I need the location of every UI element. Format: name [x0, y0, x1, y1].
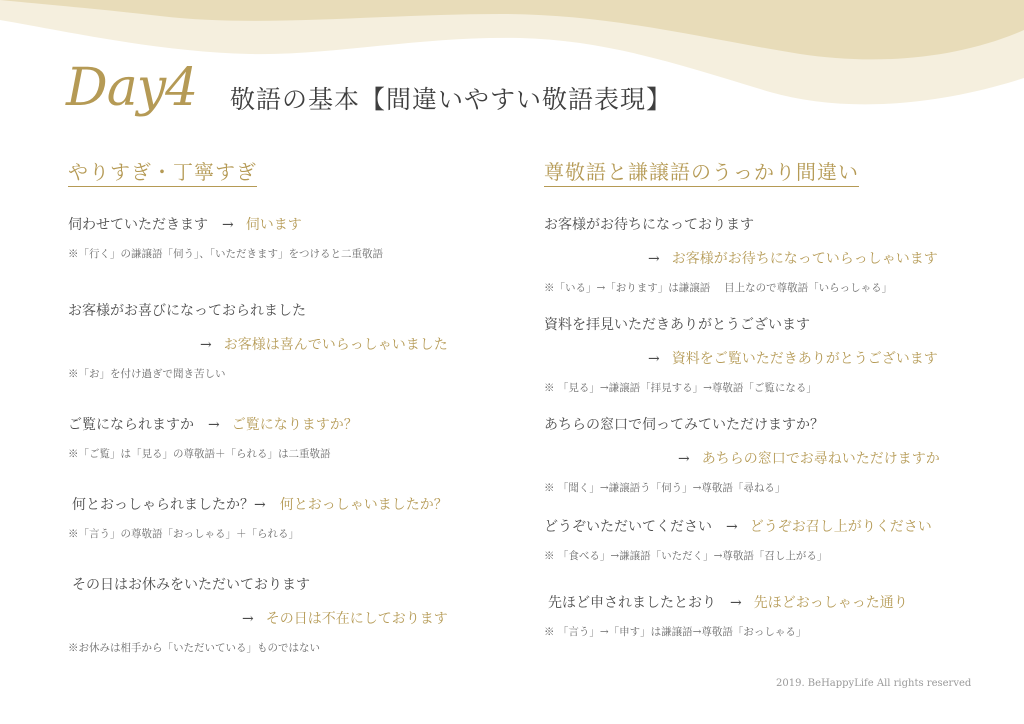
- correct-expression: その日は不在にしております: [265, 611, 448, 627]
- arrow: →: [678, 451, 690, 467]
- arrow: →: [208, 417, 220, 433]
- explanation-note: ※ 「言う」→「申す」は謙譲語→尊敬語「おっしゃる」: [544, 626, 807, 638]
- explanation-note: ※ 「聞く」→謙譲語う「伺う」→尊敬語「尋ねる」: [544, 482, 786, 494]
- explanation-note: ※「ご覧」は「見る」の尊敬語＋「られる」は二重敬語: [68, 448, 331, 460]
- day-label: Day4: [66, 58, 198, 118]
- wrong-expression: お客様がお待ちになっております: [544, 217, 754, 233]
- wrong-expression: お客様がお喜びになっておられました: [68, 303, 306, 319]
- wrong-expression: あちらの窓口で伺ってみていただけますか？: [544, 417, 824, 433]
- correct-expression: 先ほどおっしゃった通り: [753, 595, 908, 611]
- correct-expression: ご覧になりますか？: [231, 417, 358, 433]
- arrow: →: [726, 519, 738, 535]
- left-column-heading: やりすぎ・丁寧すぎ: [68, 156, 257, 187]
- correct-expression: お客様は喜んでいらっしゃいました: [223, 337, 448, 353]
- arrow: →: [254, 497, 266, 513]
- arrow: →: [200, 337, 212, 353]
- wrong-expression: 伺わせていただきます: [68, 217, 208, 233]
- explanation-note: ※「いる」→「おります」は謙譲語 目上なので尊敬語「いらっしゃる」: [544, 282, 893, 294]
- left-item-3: [68, 414, 358, 461]
- left-item-4: [68, 494, 448, 541]
- correct-expression: 資料をご覧いただきありがとうございます: [671, 351, 938, 367]
- explanation-note: ※「行く」の謙譲語「伺う」、「いただきます」をつけると二重敬語: [68, 248, 383, 260]
- arrow: →: [730, 595, 742, 611]
- wrong-expression: 何とおっしゃられましたか？: [72, 497, 254, 513]
- arrow: →: [648, 251, 660, 267]
- left-item-1: [68, 214, 383, 261]
- page-title: 敬語の基本【間違いやすい敬語表現】: [230, 85, 673, 114]
- correct-expression: 伺います: [245, 217, 302, 233]
- explanation-note: ※「お」を付け過ぎで聞き苦しい: [68, 368, 226, 380]
- arrow: →: [648, 351, 660, 367]
- correct-expression: 何とおっしゃいましたか？: [279, 497, 448, 513]
- right-column-heading: 尊敬語と謙譲語のうっかり間違い: [544, 156, 859, 187]
- explanation-note: ※ 「食べる」→謙譲語「いただく」→尊敬語「召し上がる」: [544, 550, 828, 562]
- wrong-expression: 先ほど申されましたとおり: [548, 595, 716, 611]
- right-item-2: [544, 314, 938, 395]
- arrow: →: [242, 611, 254, 627]
- wrong-expression: その日はお休みをいただいております: [72, 577, 310, 593]
- wrong-expression: どうぞいただいてください: [544, 519, 712, 535]
- explanation-note: ※ 「見る」→謙譲語「拝見する」→尊敬語「ご覧になる」: [544, 382, 817, 394]
- explanation-note: ※お休みは相手から「いただいている」ものではない: [68, 642, 320, 654]
- explanation-note: ※「言う」の尊敬語「おっしゃる」＋「られる」: [68, 528, 299, 540]
- right-item-3: [544, 414, 940, 495]
- wrong-expression: ご覧になられますか: [68, 417, 194, 433]
- right-item-4: [544, 516, 932, 563]
- arrow: →: [222, 217, 234, 233]
- left-item-5: [68, 574, 448, 655]
- right-item-1: [544, 214, 938, 295]
- correct-expression: どうぞお召し上がりください: [749, 519, 932, 535]
- wrong-expression: 資料を拝見いただきありがとうございます: [544, 317, 810, 333]
- correct-expression: あちらの窓口でお尋ねいただけますか: [701, 451, 940, 467]
- right-item-5: [544, 592, 908, 639]
- copyright-footer: 2019. BeHappyLife All rights reserved: [776, 678, 972, 689]
- left-item-2: [68, 300, 448, 381]
- correct-expression: お客様がお待ちになっていらっしゃいます: [671, 251, 938, 267]
